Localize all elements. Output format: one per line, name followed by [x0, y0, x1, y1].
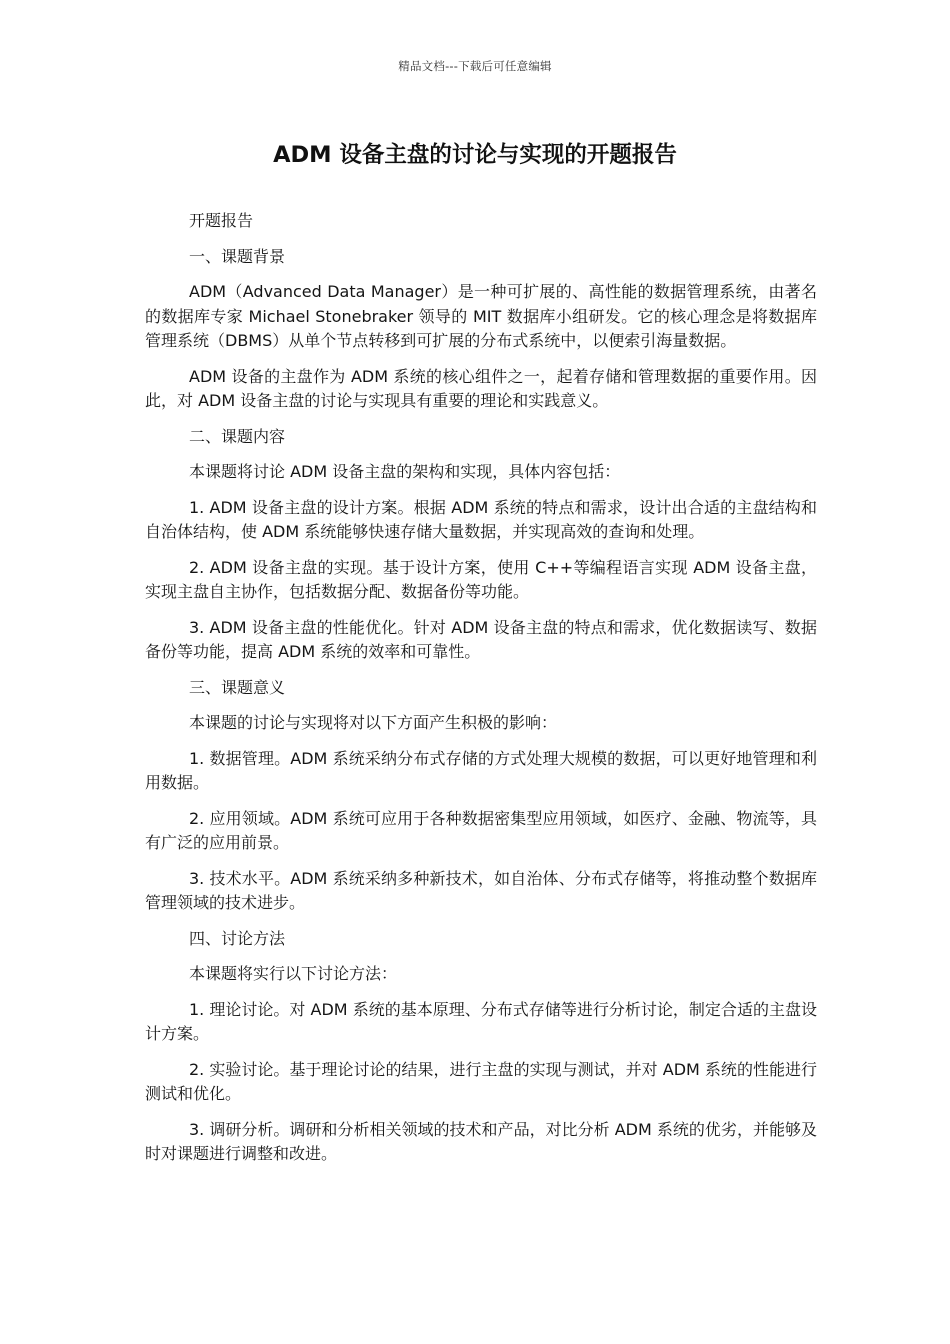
document-body [145, 209, 817, 1178]
list-item: 3. 技术水平。ADM 系统采纳多种新技术，如自治体、分布式存储等，将推动整个数据库管理领域的技术进步。 [145, 868, 817, 912]
list-item: 3. ADM 设备主盘的性能优化。针对 ADM 设备主盘的特点和需求，优化数据读写、数据备份等功能，提高 ADM 系统的效率和可靠性。 [145, 617, 817, 661]
paragraph: 本课题的讨论与实现将对以下方面产生积极的影响： [189, 713, 558, 732]
document-title: ADM 设备主盘的讨论与实现的开题报告 [273, 142, 677, 168]
list-item: 1. 数据管理。ADM 系统采纳分布式存储的方式处理大规模的数据，可以更好地管理和利用数据。 [145, 748, 817, 792]
list-item: 1. 理论讨论。对 ADM 系统的基本原理、分布式存储等进行分析讨论，制定合适的主盘设计方案。 [145, 999, 817, 1043]
section-label-report: 开题报告 [189, 211, 254, 230]
list-item: 2. ADM 设备主盘的实现。基于设计方案，使用 C++等编程语言实现 ADM 设备主盘，实现主盘自主协作，包括数据分配、数据备份等功能。 [145, 557, 817, 601]
list-item: 1. ADM 设备主盘的设计方案。根据 ADM 系统的特点和需求，设计出合适的主盘结构和自治体结构，使 ADM 系统能够快速存储大量数据，并实现高效的查询和处理。 [145, 497, 817, 541]
section-heading-methods: 四、讨论方法 [189, 928, 286, 948]
paragraph: ADM 设备的主盘作为 ADM 系统的核心组件之一，起着存储和管理数据的重要作用。因此，对 ADM 设备主盘的讨论与实现具有重要的理论和实践意义。 [145, 366, 817, 410]
paragraph: 本课题将讨论 ADM 设备主盘的架构和实现，具体内容包括： [189, 462, 621, 481]
header-note: 精品文档---下载后可任意编辑 [398, 59, 552, 73]
section-heading-background: 一、课题背景 [189, 246, 286, 266]
section-heading-significance: 三、课题意义 [189, 677, 286, 697]
list-item: 2. 实验讨论。基于理论讨论的结果，进行主盘的实现与测试，并对 ADM 系统的性能进行测试和优化。 [145, 1059, 817, 1103]
list-item: 2. 应用领域。ADM 系统可应用于各种数据密集型应用领域，如医疗、金融、物流等，具有广泛的应用前景。 [145, 808, 817, 852]
paragraph: 本课题将实行以下讨论方法： [189, 964, 398, 983]
paragraph: ADM（Advanced Data Manager）是一种可扩展的、高性能的数据管理系统，由著名的数据库专家 Michael Stonebraker 领导的 MIT 数据库小组研发。它的核心理念是将数据库管理系统（DBMS）从单个节点转移到可扩展的分布式系统中，以便索引海量数据。 [145, 282, 817, 350]
list-item: 3. 调研分析。调研和分析相关领域的技术和产品，对比分析 ADM 系统的优劣，并能够及时对课题进行调整和改进。 [145, 1119, 817, 1163]
section-heading-content: 二、课题内容 [189, 426, 286, 446]
